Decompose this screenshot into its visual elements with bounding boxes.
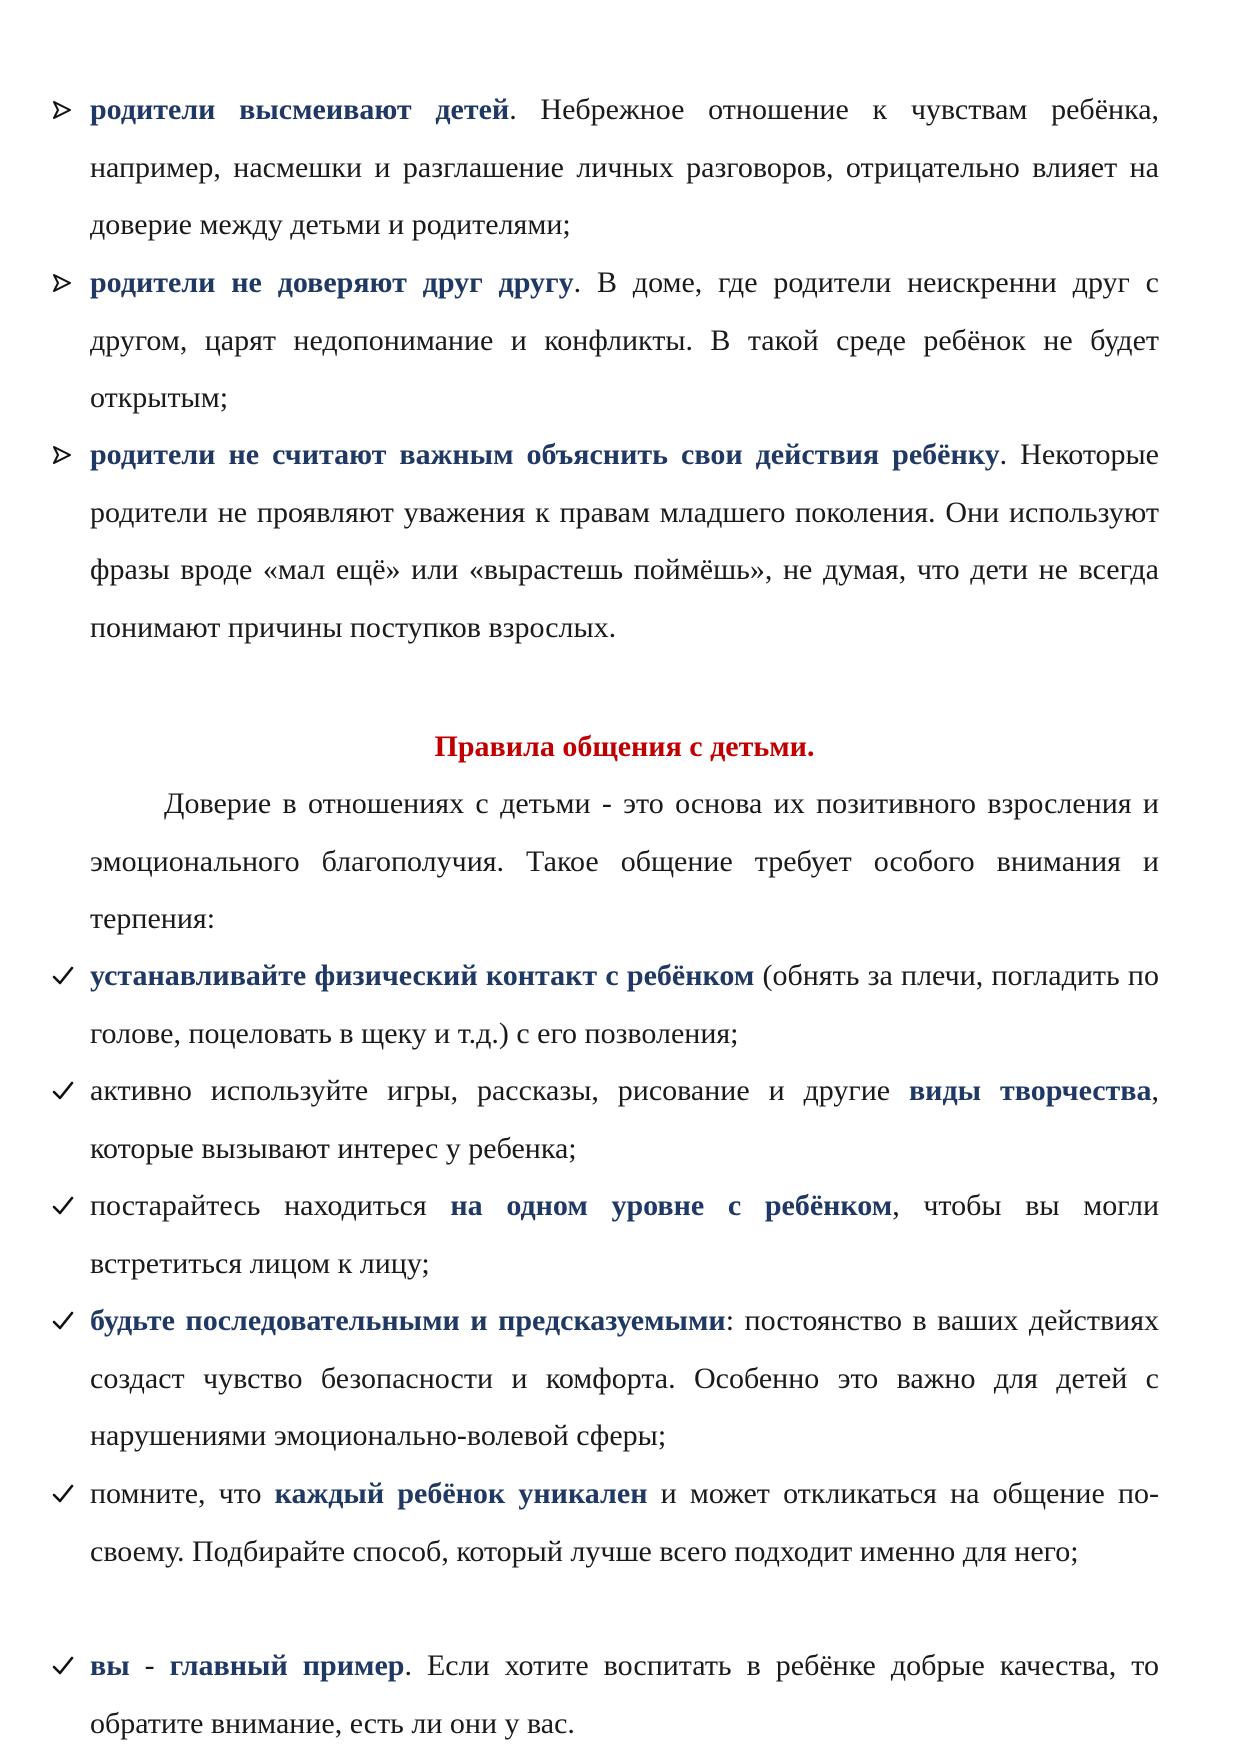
rule-keyword: виды творчества — [908, 1074, 1152, 1107]
checkmark-icon — [52, 947, 82, 1005]
rule-text: , которые вызывают интерес у ребенка; — [90, 1074, 1159, 1165]
rule-keyword: устанавливайте физический контакт с ребёнком — [90, 959, 755, 992]
checkmark-icon — [52, 1292, 82, 1350]
arrow-bullet-icon — [52, 426, 82, 484]
bullet-text: . В доме, где родители неискренни друг с другом, царят недопонимание и конфликты. В такой среде ребёнок не будет открытым; — [90, 266, 1159, 415]
rule-text: и может откликаться на общение по-своему. Подбирайте способ, который лучше всего подходит именно для него; — [90, 1477, 1160, 1568]
rule-text: : постоянство в ваших действиях создаст чувство безопасности и комфорта. Особенно это важно для детей с нарушениями эмоционально-волевой сферы; — [90, 1304, 1159, 1453]
section-heading: Правила общения с детьми. — [434, 730, 815, 763]
list-item — [90, 81, 1159, 254]
rule-keyword: на одном уровне с ребёнком — [450, 1189, 893, 1222]
rule-text: , чтобы вы могли встретиться лицом к лицу; — [90, 1189, 1160, 1280]
rule-text: активно используйте игры, рассказы, рисование и другие — [90, 1074, 909, 1107]
bullet-text: . Небрежное отношение к чувствам ребёнка, например, насмешки и разглашение личных разговоров, отрицательно влияет на доверие между детьми и родителями; — [90, 93, 1160, 242]
checkmark-icon — [52, 1637, 82, 1695]
bullet-keyword: родители не считают важным объяснить свои действия ребёнку — [90, 438, 1000, 471]
list-item — [90, 1292, 1159, 1465]
rule-text: постарайтесь находиться — [90, 1189, 451, 1222]
rule-keyword: главный пример — [169, 1649, 405, 1682]
list-item — [90, 254, 1159, 427]
rule-text: . Если хотите воспитать в ребёнке добрые качества, то обратите внимание, есть ли они у вас. — [90, 1649, 1159, 1740]
list-item — [90, 1637, 1159, 1752]
bullet-keyword: родители высмеивают детей — [90, 93, 510, 126]
bullet-keyword: родители не доверяют друг другу — [90, 266, 574, 299]
list-item — [90, 1177, 1159, 1292]
bullet-text: . Некоторые родители не проявляют уважения к правам младшего поколения. Они используют фразы вроде «мал ещё» или «вырастешь поймёшь», не думая, что дети не всегда понимают причины поступков взрослых. — [90, 438, 1160, 644]
list-item — [90, 1465, 1159, 1580]
rule-keyword: каждый ребёнок уникален — [274, 1477, 648, 1510]
list-item — [90, 947, 1159, 1062]
arrow-bullet-icon — [52, 81, 82, 139]
rule-keyword: будьте последовательными и предсказуемыми — [90, 1304, 726, 1337]
rule-keyword: вы — [90, 1649, 130, 1682]
checkmark-icon — [52, 1062, 82, 1120]
list-item — [90, 426, 1159, 656]
rule-text: помните, что — [90, 1477, 275, 1510]
arrow-bullet-icon — [52, 254, 82, 312]
intro-paragraph: Доверие в отношениях с детьми - это основа их позитивного взросления и эмоционального благополучия. Такое общение требует особого внимания и терпения: — [90, 787, 1159, 936]
checkmark-icon — [52, 1465, 82, 1523]
rule-text: (обнять за плечи, погладить по голове, поцеловать в щеку и т.д.) с его позволения; — [90, 959, 1159, 1050]
list-item — [90, 1062, 1159, 1177]
checkmark-icon — [52, 1177, 82, 1235]
rule-text: - — [129, 1649, 170, 1682]
